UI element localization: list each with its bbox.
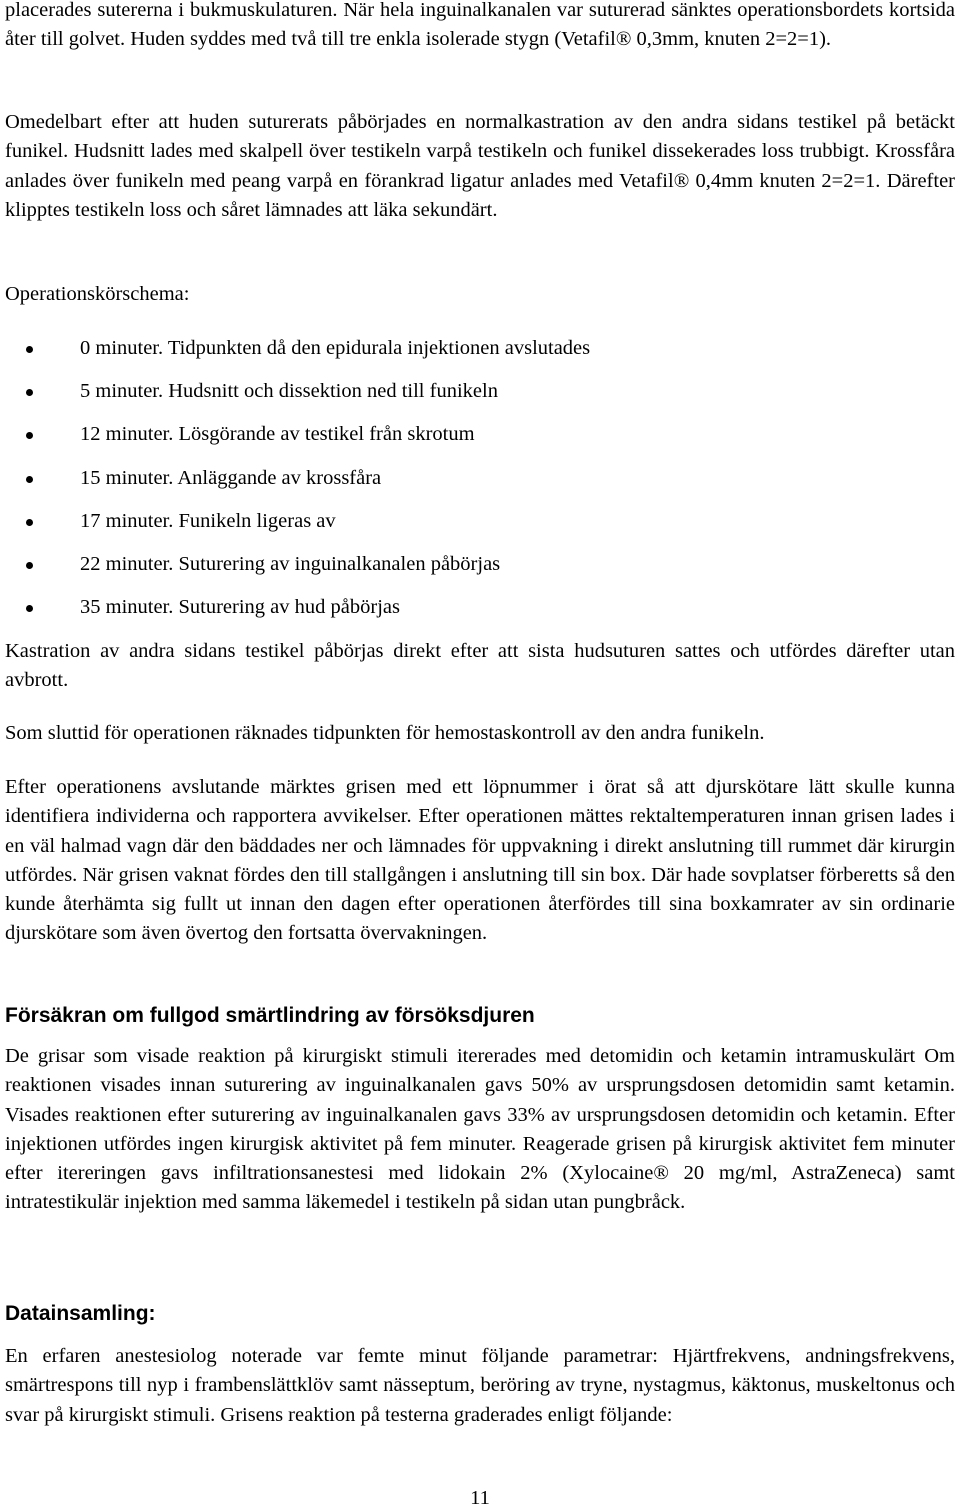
section-heading-data-collection: Datainsamling:	[5, 1302, 156, 1325]
list-item: 12 minuter. Lösgörande av testikel från skrotum	[5, 420, 955, 463]
schema-label: Operationskörschema:	[5, 283, 190, 305]
list-item: 0 minuter. Tidpunkten då den epidurala injektionen avslutades	[5, 334, 955, 377]
operation-schedule-list	[5, 334, 955, 636]
list-item: 5 minuter. Hudsnitt och dissektion ned till funikeln	[5, 377, 955, 420]
bullet-icon	[26, 605, 33, 612]
bullet-icon	[26, 562, 33, 569]
bullet-icon	[26, 476, 33, 483]
list-item: 35 minuter. Suturering av hud påbörjas	[5, 593, 955, 636]
paragraph-normal-castration: Omedelbart efter att huden suturerats påbörjades en normalkastration av den andra sidans testikel på betäckt funikel. Hudsnitt lades med skalpell över testikeln varpå testikeln och funikel dissekerades loss trubbigt. Krossfåra anlades över funikeln med peang varpå en förankrad ligatur anlades med Vetafil® 0,4mm knuten 2=2=1. Därefter klipptes testikeln loss och såret lämnades att läka sekundärt.	[5, 111, 955, 221]
paragraph-end-time: Som sluttid för operationen räknades tidpunkten för hemostaskontroll av den andra funikeln.	[5, 722, 765, 744]
bullet-icon	[26, 519, 33, 526]
bullet-icon	[26, 346, 33, 353]
list-item: 17 minuter. Funikeln ligeras av	[5, 507, 955, 550]
list-item: 22 minuter. Suturering av inguinalkanalen påbörjas	[5, 550, 955, 593]
section-heading-pain-relief: Försäkran om fullgod smärtlindring av försöksdjuren	[5, 1004, 535, 1027]
list-item: 15 minuter. Anläggande av krossfåra	[5, 464, 955, 507]
page-number: 11	[470, 1487, 490, 1509]
bullet-icon	[26, 432, 33, 439]
paragraph-second-castration: Kastration av andra sidans testikel påbörjas direkt efter att sista hudsuturen sattes och utfördes därefter utan avbrott.	[5, 640, 955, 692]
paragraph-data-collection: En erfaren anestesiolog noterade var femte minut följande parametrar: Hjärtfrekvens, andningsfrekvens, smärtrespons till nyp i frambenslättklöv samt nässeptum, beröring av tryne, nystagmus, käktonus, muskeltonus och svar på kirurgiskt stimuli. Grisens reaktion på testerna graderades enligt följande:	[5, 1345, 955, 1426]
paragraph-suturing-end: placerades sutererna i bukmuskulaturen. När hela inguinalkanalen var suturerad sänktes operationsbordets kortsida åter till golvet. Huden syddes med två till tre enkla isolerade stygn (Vetafil® 0,3mm, knuten 2=2=1).	[5, 0, 955, 51]
paragraph-pain-relief: De grisar som visade reaktion på kirurgiskt stimuli itererades med detomidin och ketamin intramuskulärt Om reaktionen visades innan suturering av inguinalkanalen gavs 50% av ursprungsdosen detomidin samt ketamin. Visades reaktionen efter suturering av inguinalkanalen gavs 33% av ursprungsdosen detomidin och ketamin. Efter injektionen utfördes ingen kirurgisk aktivitet på fem minuter. Reagerade grisen på kirurgisk aktivitet fem minuter efter itereringen gavs infiltrationsanestesi med lidokain 2% (Xylocaine® 20 mg/ml, AstraZeneca) samt intratestikulär injektion med samma läkemedel i testikeln på sidan utan pungbråck.	[5, 1045, 955, 1214]
bullet-icon	[26, 389, 33, 396]
paragraph-post-operation: Efter operationens avslutande märktes grisen med ett löpnummer i örat så att djurskötare lätt skulle kunna identifiera individerna och rapportera avvikelser. Efter operationen mättes rektaltemperaturen innan grisen lades i en väl halmad vagn där den bäddades ner och lämnades för uppvakning i direkt anslutning till rummet där kirurgin utfördes. När grisen vaknat fördes den till stallgången i anslutning till sin box. Där hade sovplatser förberetts så den kunde återhämta sig fullt ut innan den dagen efter operationen återfördes till sina boxkamrater av sin ordinarie djurskötare som även övertog den fortsatta övervakningen.	[5, 776, 955, 945]
